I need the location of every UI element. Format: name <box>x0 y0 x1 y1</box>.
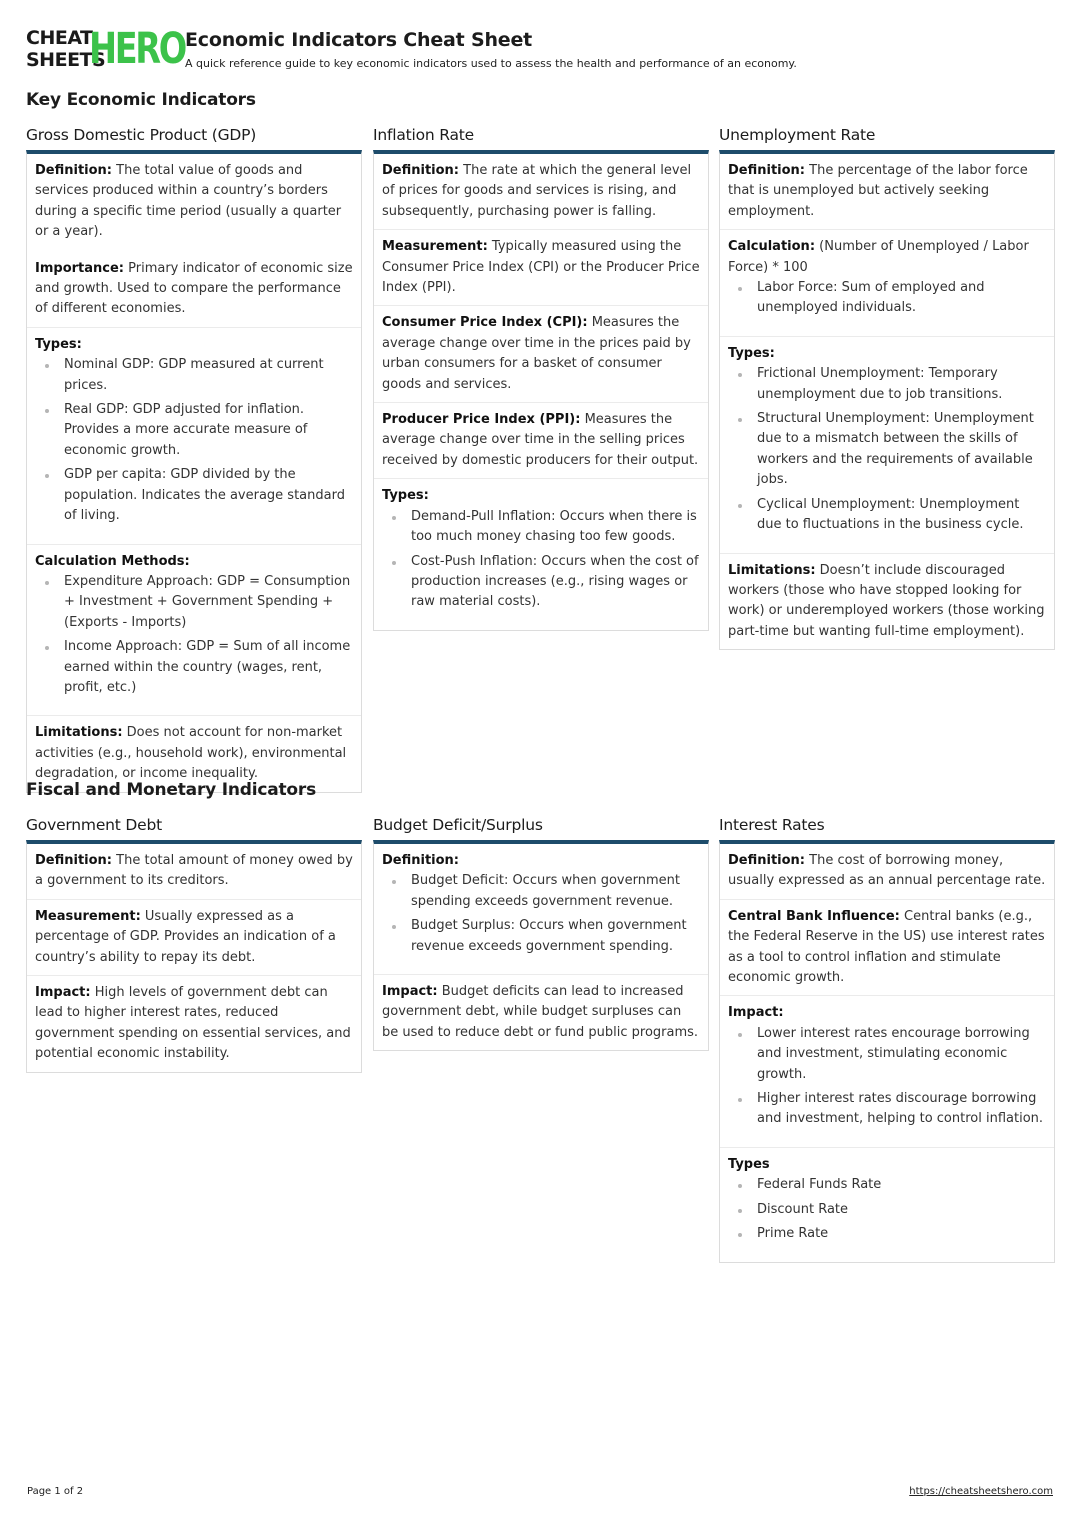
inflation-column <box>373 125 709 631</box>
logo-cheat-text: CHEAT <box>26 27 93 49</box>
list-item: Budget Deficit: Occurs when government spending exceeds government revenue. <box>382 871 700 912</box>
budget-impact-row <box>374 974 708 1050</box>
debt-column <box>26 815 362 1073</box>
gdp-importance-text: Primary indicator of economic size and growth. Used to compare the performance of different economies. <box>35 260 353 317</box>
inflation-measurement-label: Measurement: <box>382 239 488 255</box>
debt-impact-row <box>27 975 361 1072</box>
debt-measurement-text: Usually expressed as a percentage of GDP. Provides an indication of a country’s ability to repay its debt. <box>35 908 336 965</box>
interest-types-label: Types <box>728 1156 770 1172</box>
inflation-cpi-label: Consumer Price Index (CPI): <box>382 315 588 331</box>
gdp-importance-label: Importance: <box>35 260 124 276</box>
unemployment-types-list <box>728 364 1046 535</box>
unemployment-calculation-list <box>728 278 1046 319</box>
card-title-unemployment: Unemployment Rate <box>719 126 876 144</box>
unemployment-limitations-label: Limitations: <box>728 562 816 578</box>
inflation-definition-text: The rate at which the general level of prices for goods and services is rising, and subsequently, purchasing power is falling. <box>382 163 692 219</box>
debt-measurement-label: Measurement: <box>35 908 141 924</box>
list-item: GDP per capita: GDP divided by the population. Indicates the average standard of living. <box>35 465 353 526</box>
unemployment-card <box>719 150 1055 650</box>
inflation-measurement-text: Typically measured using the Consumer Price Index (CPI) or the Producer Price Index (PPI). <box>382 239 700 296</box>
section-title-key-indicators: Key Economic Indicators <box>26 90 256 110</box>
inflation-ppi-row <box>374 402 708 478</box>
interest-definition-text: The cost of borrowing money, usually expressed as an annual percentage rate. <box>728 853 1046 889</box>
debt-definition-row <box>27 844 361 899</box>
budget-definition-row <box>374 844 708 974</box>
budget-card <box>373 840 709 1051</box>
list-item: Income Approach: GDP = Sum of all income earned within the country (wages, rent, profit, etc.) <box>35 637 353 698</box>
gdp-types-row <box>27 327 361 544</box>
unemployment-calculation-row <box>720 229 1054 336</box>
unemployment-definition-text: The percentage of the labor force that is unemployed but actively seeking employment. <box>728 163 1028 219</box>
unemployment-types-row <box>720 336 1054 553</box>
list-item: Higher interest rates discourage borrowing and investment, helping to control inflation. <box>728 1089 1046 1130</box>
inflation-measurement-row <box>374 229 708 305</box>
list-item: Prime Rate <box>728 1224 1046 1244</box>
unemployment-definition-row <box>720 154 1054 229</box>
interest-types-list <box>728 1175 1046 1244</box>
interest-definition-label: Definition: <box>728 853 806 868</box>
list-item: Structural Unemployment: Unemployment due to a mismatch between the skills of workers and the requirements of available jobs. <box>728 409 1046 491</box>
logo-hero-text: HERO <box>89 24 185 74</box>
page-subtitle: A quick reference guide to key economic indicators used to assess the health and performance of an economy. <box>185 57 797 70</box>
interest-card <box>719 840 1055 1263</box>
card-title-inflation: Inflation Rate <box>373 126 475 144</box>
interest-central-row <box>720 899 1054 996</box>
list-item: Nominal GDP: GDP measured at current prices. <box>35 355 353 396</box>
interest-definition-row <box>720 844 1054 899</box>
list-item: Frictional Unemployment: Temporary unemployment due to job transitions. <box>728 364 1046 405</box>
list-item: Cyclical Unemployment: Unemployment due to fluctuations in the business cycle. <box>728 495 1046 536</box>
interest-central-text: Central banks (e.g., the Federal Reserve in the US) use interest rates as a tool to control inflation and stimulate economic growth. <box>728 908 1045 986</box>
interest-types-row <box>720 1147 1054 1262</box>
debt-card <box>26 840 362 1073</box>
budget-impact-text: Budget deficits can lead to increased government debt, while budget surpluses can be used to reduce debt or fund public programs. <box>382 984 699 1040</box>
budget-impact-label: Impact: <box>382 984 438 1000</box>
inflation-cpi-text: Measures the average change over time in the prices paid by urban consumers for a basket of consumer goods and services. <box>382 315 691 392</box>
list-item: Demand-Pull Inflation: Occurs when there is too much money chasing too few goods. <box>382 507 700 548</box>
card-title-debt: Government Debt <box>26 816 162 834</box>
debt-definition-label: Definition: <box>35 853 113 868</box>
inflation-cpi-row <box>374 305 708 402</box>
gdp-definition-text: The total value of goods and services produced within a country’s borders during a specific time period (usually a quarter or a year). <box>35 163 342 240</box>
interest-impact-row <box>720 995 1054 1146</box>
list-item: Labor Force: Sum of employed and unemployed individuals. <box>728 278 1046 319</box>
unemployment-calculation-text: (Number of Unemployed / Labor Force) * 100 <box>728 239 1029 275</box>
page-number: Page 1 of 2 <box>27 1486 84 1497</box>
gdp-limitations-label: Limitations: <box>35 725 123 741</box>
page-header <box>26 26 1056 74</box>
gdp-definition-label: Definition: <box>35 163 113 178</box>
inflation-card <box>373 150 709 631</box>
inflation-types-label: Types: <box>382 488 429 504</box>
inflation-ppi-label: Producer Price Index (PPI): <box>382 412 581 428</box>
card-title-gdp: Gross Domestic Product (GDP) <box>26 126 257 144</box>
gdp-methods-label: Calculation Methods: <box>35 553 190 569</box>
interest-impact-list <box>728 1024 1046 1130</box>
inflation-definition-row <box>374 154 708 229</box>
unemployment-limitations-text: Doesn’t include discouraged workers (those who have stopped looking for work) or underemployed workers (those working part-time but wanting full-time employment). <box>728 562 1045 639</box>
unemployment-calculation-label: Calculation: <box>728 239 816 255</box>
debt-measurement-row <box>27 899 361 975</box>
debt-impact-text: High levels of government debt can lead to higher interest rates, reduced government spending on essential services, and potential economic instability. <box>35 985 351 1062</box>
list-item: Expenditure Approach: GDP = Consumption + Investment + Government Spending + (Exports - Imports) <box>35 572 353 633</box>
inflation-ppi-text: Measures the average change over time in the selling prices received by domestic producers for their output. <box>382 412 699 468</box>
inflation-types-row <box>374 478 708 629</box>
list-item: Budget Surplus: Occurs when government revenue exceeds government spending. <box>382 916 700 957</box>
gdp-definition-row <box>27 154 361 327</box>
site-link[interactable]: https://cheatsheetshero.com <box>909 1486 1053 1497</box>
list-item: Cost-Push Inflation: Occurs when the cost of production increases (e.g., rising wages or raw material costs). <box>382 552 700 613</box>
debt-impact-label: Impact: <box>35 985 91 1001</box>
inflation-definition-label: Definition: <box>382 163 460 178</box>
gdp-types-list <box>35 355 353 526</box>
unemployment-definition-label: Definition: <box>728 163 806 178</box>
list-item: Lower interest rates encourage borrowing and investment, stimulating economic growth. <box>728 1024 1046 1085</box>
logo-sheets-text: SHEETS <box>26 49 106 71</box>
section-title-fiscal-monetary: Fiscal and Monetary Indicators <box>26 780 317 800</box>
gdp-card <box>26 150 362 793</box>
gdp-methods-list <box>35 572 353 698</box>
list-item: Real GDP: GDP adjusted for inflation. Provides a more accurate measure of economic growth. <box>35 400 353 461</box>
gdp-limitations-text: Does not account for non-market activities (e.g., household work), environmental degradation, or income inequality. <box>35 725 347 782</box>
page-title: Economic Indicators Cheat Sheet <box>185 29 533 51</box>
gdp-types-label: Types: <box>35 336 82 352</box>
list-item: Discount Rate <box>728 1200 1046 1220</box>
interest-impact-label: Impact: <box>728 1005 784 1021</box>
gdp-methods-row <box>27 544 361 716</box>
budget-definition-list <box>382 871 700 957</box>
unemployment-column <box>719 125 1055 650</box>
gdp-column <box>26 125 362 793</box>
budget-column <box>373 815 709 1051</box>
unemployment-limitations-row <box>720 553 1054 650</box>
card-title-budget: Budget Deficit/Surplus <box>373 816 543 834</box>
interest-column <box>719 815 1055 1263</box>
unemployment-types-label: Types: <box>728 345 775 361</box>
list-item: Federal Funds Rate <box>728 1175 1046 1195</box>
budget-definition-label: Definition: <box>382 853 460 868</box>
cheatsheetshero-logo[interactable] <box>26 24 185 74</box>
inflation-types-list <box>382 507 700 613</box>
interest-central-label: Central Bank Influence: <box>728 908 900 924</box>
debt-definition-text: The total amount of money owed by a government to its creditors. <box>35 853 353 889</box>
card-title-interest: Interest Rates <box>719 816 825 834</box>
